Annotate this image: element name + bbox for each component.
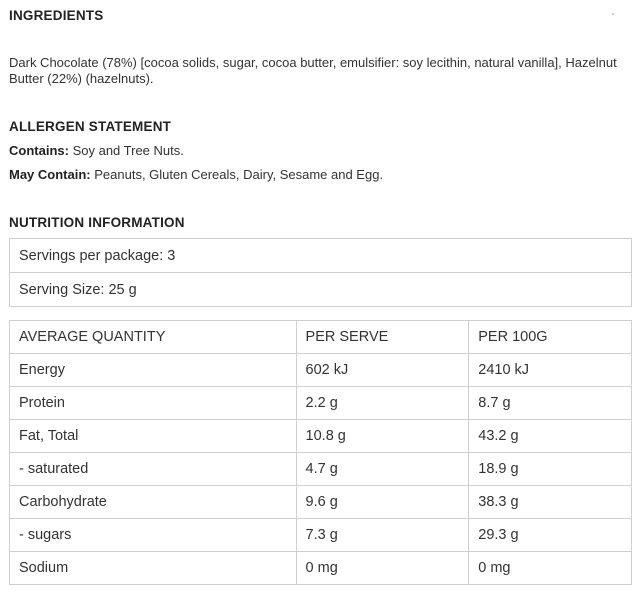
row-label: Fat, Total	[10, 420, 297, 453]
per-100g-value: 18.9 g	[469, 453, 632, 486]
nutrition-table	[9, 320, 632, 585]
per-serve-value: 602 kJ	[296, 354, 469, 387]
per-100g-value: 43.2 g	[469, 420, 632, 453]
contains-line	[9, 143, 184, 158]
servings-per-package: Servings per package: 3	[10, 239, 632, 273]
column-header-per-100g: PER 100G	[469, 321, 632, 354]
contains-value: Soy and Tree Nuts.	[72, 143, 184, 158]
per-100g-value: 29.3 g	[469, 519, 632, 552]
table-row	[10, 239, 632, 273]
may-contain-line	[9, 167, 383, 182]
table-header-row	[10, 321, 632, 354]
ingredients-heading: INGREDIENTS	[9, 8, 104, 23]
decorative-dot	[612, 13, 614, 15]
row-label: - sugars	[10, 519, 297, 552]
ingredients-text: Dark Chocolate (78%) [cocoa solids, sugar, cocoa butter, emulsifier: soy lecithin, natural vanilla], Hazelnut Butter (22%) (hazelnuts).	[9, 55, 617, 86]
per-serve-value: 7.3 g	[296, 519, 469, 552]
table-row	[10, 420, 632, 453]
per-serve-value: 9.6 g	[296, 486, 469, 519]
table-row	[10, 486, 632, 519]
nutrition-heading: NUTRITION INFORMATION	[9, 215, 185, 230]
contains-label: Contains:	[9, 143, 69, 158]
table-row	[10, 453, 632, 486]
column-header-per-serve: PER SERVE	[296, 321, 469, 354]
per-100g-value: 2410 kJ	[469, 354, 632, 387]
per-serve-value: 10.8 g	[296, 420, 469, 453]
per-serve-value: 0 mg	[296, 552, 469, 585]
per-100g-value: 0 mg	[469, 552, 632, 585]
per-100g-value: 8.7 g	[469, 387, 632, 420]
per-serve-value: 2.2 g	[296, 387, 469, 420]
table-row	[10, 552, 632, 585]
serving-size: Serving Size: 25 g	[10, 273, 632, 307]
per-serve-value: 4.7 g	[296, 453, 469, 486]
row-label: Carbohydrate	[10, 486, 297, 519]
row-label: - saturated	[10, 453, 297, 486]
row-label: Sodium	[10, 552, 297, 585]
may-contain-label: May Contain:	[9, 167, 91, 182]
servings-table	[9, 238, 632, 307]
may-contain-value: Peanuts, Gluten Cereals, Dairy, Sesame and Egg.	[94, 167, 384, 182]
per-100g-value: 38.3 g	[469, 486, 632, 519]
table-row	[10, 519, 632, 552]
table-row	[10, 354, 632, 387]
row-label: Protein	[10, 387, 297, 420]
column-header-average-quantity: AVERAGE QUANTITY	[10, 321, 297, 354]
allergen-heading: ALLERGEN STATEMENT	[9, 119, 172, 134]
row-label: Energy	[10, 354, 297, 387]
table-row	[10, 387, 632, 420]
table-row	[10, 273, 632, 307]
